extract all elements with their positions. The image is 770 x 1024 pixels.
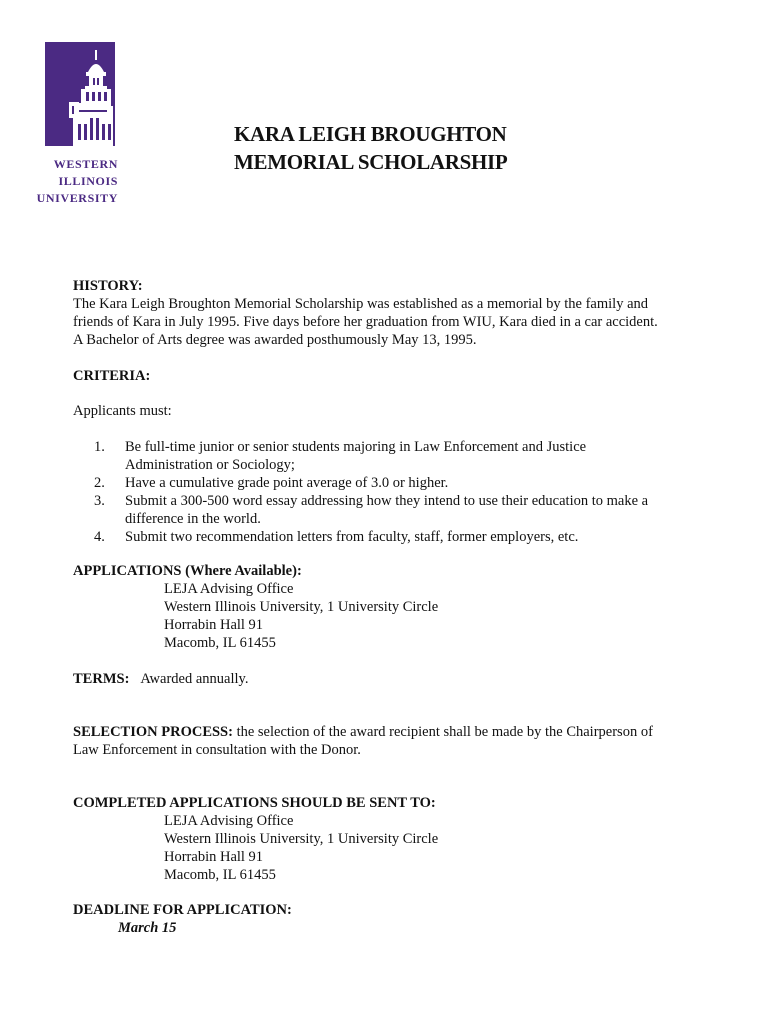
criteria-number: 2. (94, 475, 105, 491)
terms-heading: TERMS: (73, 671, 130, 687)
deadline-section (73, 901, 292, 937)
sherman-hall-tower-icon (45, 42, 115, 146)
criteria-text-line: Administration or Sociology; (125, 457, 295, 473)
applications-heading: APPLICATIONS (Where Available): (73, 563, 302, 579)
title-line-2: MEMORIAL SCHOLARSHIP (234, 150, 508, 174)
history-text-line: friends of Kara in July 1995. Five days before her graduation from WIU, Kara died in a car accident. (73, 314, 658, 330)
criteria-heading: CRITERIA: (73, 368, 151, 384)
history-heading: HISTORY: (73, 278, 143, 294)
deadline-date: March 15 (118, 920, 177, 936)
criteria-number: 4. (94, 529, 105, 545)
address-line: Macomb, IL 61455 (164, 867, 276, 883)
selection-text: Law Enforcement in consultation with the Donor. (73, 742, 361, 758)
criteria-intro: Applicants must: (73, 403, 172, 419)
selection-text: the selection of the award recipient shall be made by the Chairperson of (236, 724, 653, 740)
terms-text: Awarded annually. (140, 671, 249, 687)
history-section (73, 277, 713, 349)
criteria-text-line: Have a cumulative grade point average of 3.0 or higher. (125, 475, 449, 491)
address-line: LEJA Advising Office (164, 581, 294, 597)
criteria-item (73, 438, 713, 474)
completed-applications-section (73, 794, 438, 884)
history-text-line: A Bachelor of Arts degree was awarded posthumously May 13, 1995. (73, 332, 477, 348)
wordmark-line: ILLINOIS (58, 174, 118, 188)
address-line: Western Illinois University, 1 University Circle (164, 599, 439, 615)
title-line-1: KARA LEIGH BROUGHTON (234, 122, 507, 146)
wordmark-line: UNIVERSITY (36, 191, 118, 205)
criteria-text-line: Submit two recommendation letters from faculty, staff, former employers, etc. (125, 529, 579, 545)
criteria-list (73, 438, 713, 546)
criteria-text-line: Be full-time junior or senior students majoring in Law Enforcement and Justice (125, 439, 587, 455)
completed-heading: COMPLETED APPLICATIONS SHOULD BE SENT TO: (73, 795, 436, 811)
criteria-item (73, 492, 713, 528)
criteria-text-line: difference in the world. (125, 511, 261, 527)
wordmark-line: WESTERN (53, 157, 118, 171)
address-line: Western Illinois University, 1 University Circle (164, 831, 439, 847)
deadline-heading: DEADLINE FOR APPLICATION: (73, 902, 292, 918)
criteria-item (73, 528, 713, 546)
applications-section (73, 562, 438, 652)
criteria-number: 3. (94, 493, 105, 509)
criteria-number: 1. (94, 439, 105, 455)
criteria-item (73, 474, 713, 492)
page-title (234, 120, 507, 176)
address-line: Macomb, IL 61455 (164, 635, 276, 651)
history-text-line: The Kara Leigh Broughton Memorial Scholarship was established as a memorial by the family and (73, 296, 649, 312)
wiu-wordmark (28, 156, 118, 207)
criteria-text-line: Submit a 300-500 word essay addressing how they intend to use their education to make a (125, 493, 649, 509)
terms-section (73, 670, 248, 688)
wiu-logo (45, 42, 115, 146)
address-line: Horrabin Hall 91 (164, 849, 264, 865)
address-line: LEJA Advising Office (164, 813, 294, 829)
selection-heading: SELECTION PROCESS: (73, 724, 233, 740)
selection-section (73, 723, 713, 759)
address-line: Horrabin Hall 91 (164, 617, 264, 633)
